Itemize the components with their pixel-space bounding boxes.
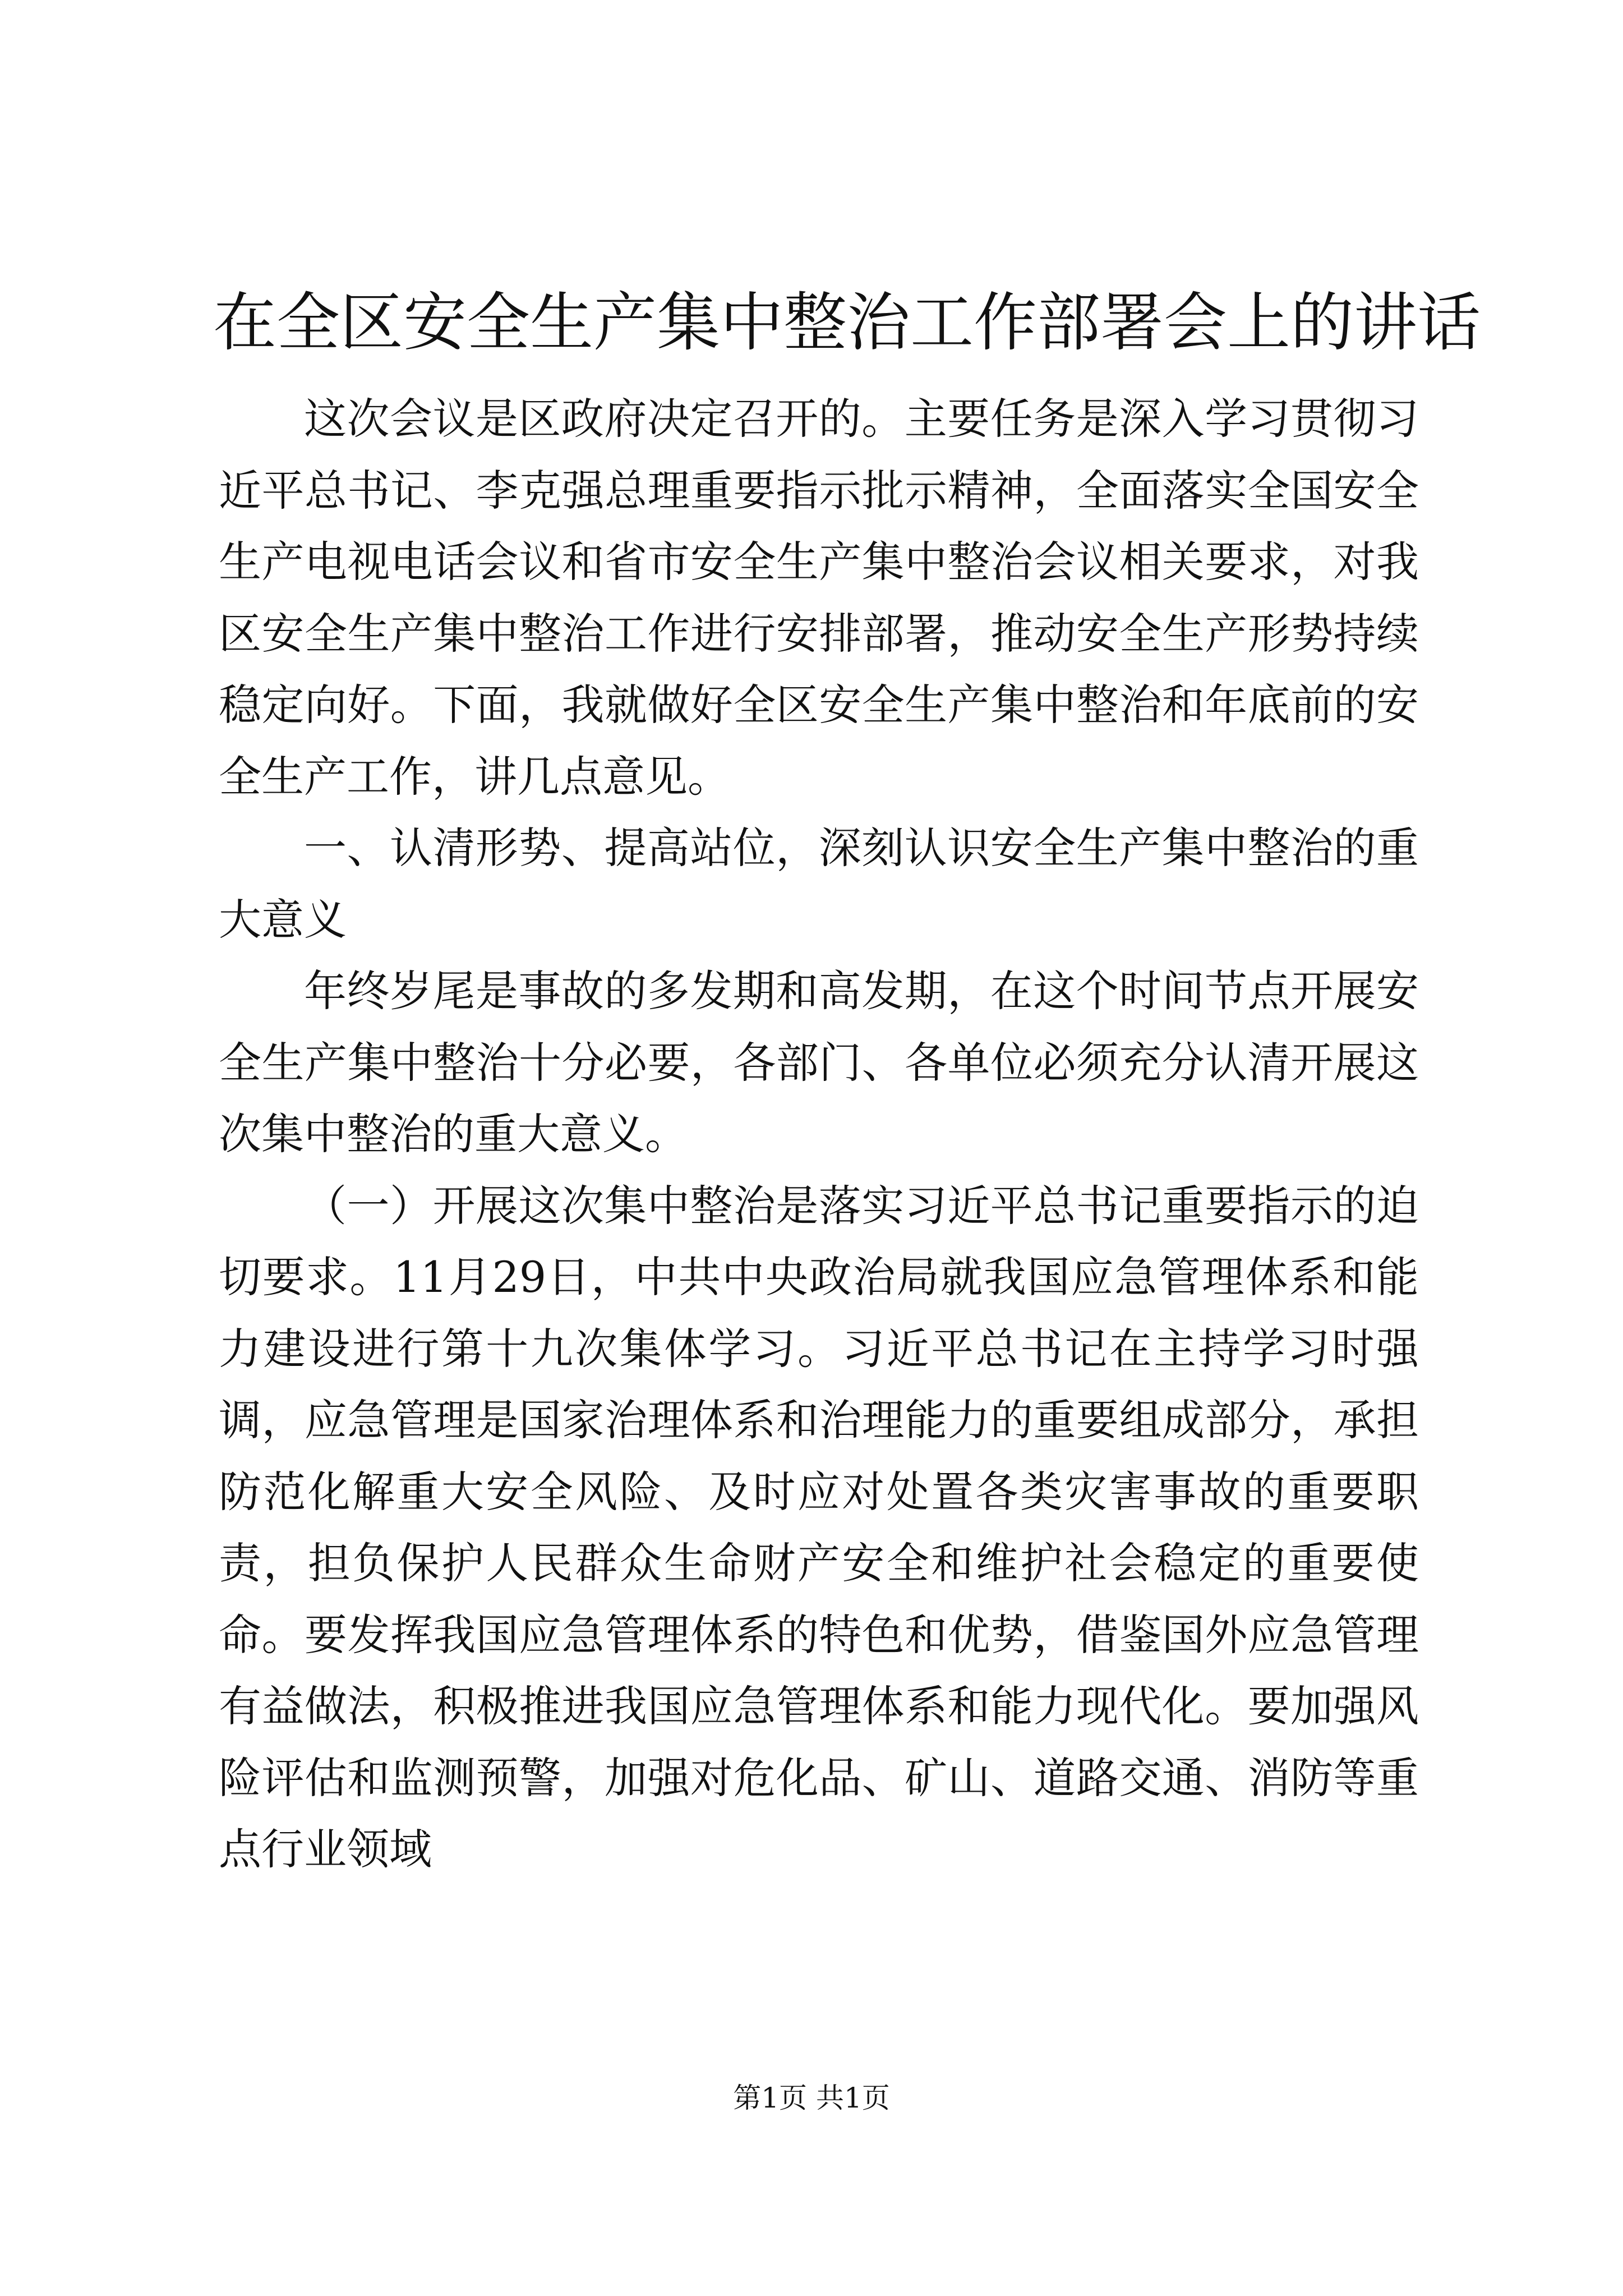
document-body — [219, 383, 1419, 1885]
page-footer: 第1页 共1页 — [733, 2082, 890, 2114]
paragraph-section-heading: 一、认清形势、提高站位，深刻认识安全生产集中整治的重大意义 — [219, 823, 1419, 945]
paragraph-section-intro: 年终岁尾是事故的多发期和高发期，在这个时间节点开展安全生产集中整治十分必要，各部门、各单位必须充分认清开展这次集中整治的重大意义。 — [219, 966, 1419, 1159]
paragraph-subsection-1: （一）开展这次集中整治是落实习近平总书记重要指示的迫切要求。11月29日，中共中央政治局就我国应急管理体系和能力建设进行第十九次集体学习。习近平总书记在主持学习时强调，应急管理是国家治理体系和治理能力的重要组成部分，承担防范化解重大安全风险、及时应对处置各类灾害事故的重要职责，担负保护人民群众生命财产安全和维护社会稳定的重要使命。要发挥我国应急管理体系的特色和优势，借鉴国外应急管理有益做法，积极推进我国应急管理体系和能力现代化。要加强风险评估和监测预警，加强对危化品、矿山、道路交通、消防等重点行业领域 — [219, 1180, 1419, 1874]
document-title: 在全区安全生产集中整治工作部署会上的讲话 — [213, 286, 1481, 360]
paragraph-intro: 这次会议是区政府决定召开的。主要任务是深入学习贯彻习近平总书记、李克强总理重要指示批示精神，全面落实全国安全生产电视电话会议和省市安全生产集中整治会议相关要求，对我区安全生产集中整治工作进行安排部署，推动安全生产形势持续稳定向好。下面，我就做好全区安全生产集中整治和年底前的安全生产工作，讲几点意见。 — [219, 394, 1419, 802]
